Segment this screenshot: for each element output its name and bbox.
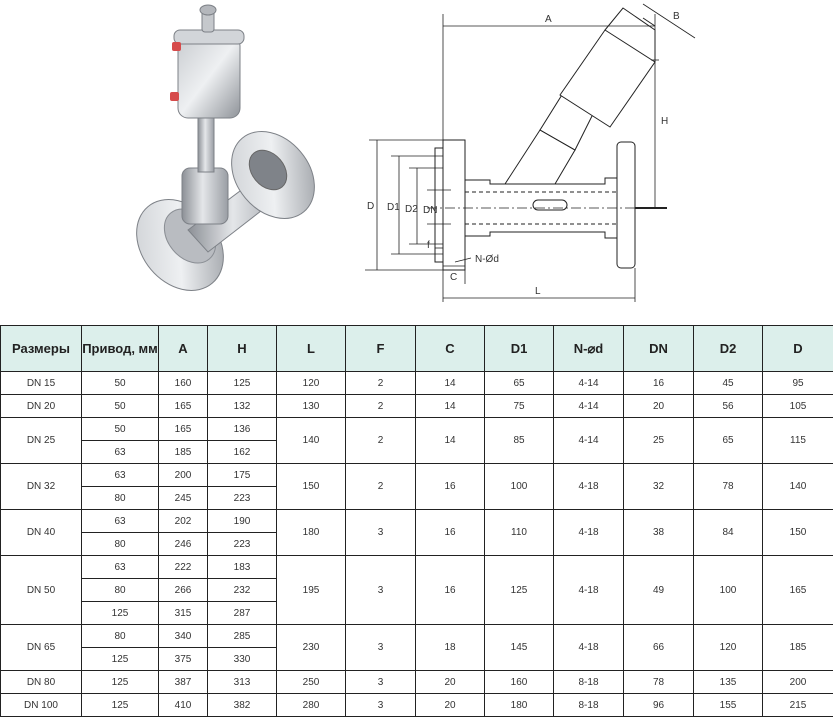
cell-a: 200 [159,464,208,487]
cell-size: DN 100 [1,694,82,717]
cell-size: DN 20 [1,395,82,418]
cell-a: 202 [159,510,208,533]
table-header-row [1,326,833,372]
cell-drive: 63 [82,556,159,579]
cell-d2: 120 [694,625,763,671]
cell-dn: 20 [624,395,694,418]
header-c: C [416,326,485,372]
cell-dn: 25 [624,418,694,464]
cell-drive: 50 [82,372,159,395]
cell-f: 3 [346,510,416,556]
cell-a: 410 [159,694,208,717]
cell-drive: 125 [82,648,159,671]
dimension-drawing [355,0,715,312]
header-a: A [159,326,208,372]
cell-d1: 110 [485,510,554,556]
cell-c: 14 [416,372,485,395]
cell-a: 375 [159,648,208,671]
cell-h: 162 [208,441,277,464]
cell-d: 140 [763,464,833,510]
cell-drive: 63 [82,441,159,464]
cell-drive: 125 [82,694,159,717]
cell-a: 165 [159,418,208,441]
cell-nd: 8-18 [554,671,624,694]
cell-dn: 49 [624,556,694,625]
cell-a: 185 [159,441,208,464]
cell-drive: 80 [82,533,159,556]
cell-size: DN 15 [1,372,82,395]
cell-size: DN 50 [1,556,82,625]
cell-d1: 160 [485,671,554,694]
cell-l: 140 [277,418,346,464]
cell-size: DN 65 [1,625,82,671]
cell-l: 150 [277,464,346,510]
cell-l: 280 [277,694,346,717]
cell-f: 2 [346,464,416,510]
cell-l: 250 [277,671,346,694]
cell-drive: 80 [82,487,159,510]
cell-c: 20 [416,694,485,717]
table-row [1,510,833,533]
header-d: D [763,326,833,372]
cell-a: 245 [159,487,208,510]
cell-d2: 45 [694,372,763,395]
label-d1: D1 [387,202,400,213]
cell-dn: 32 [624,464,694,510]
table-row [1,556,833,579]
cell-h: 132 [208,395,277,418]
cell-drive: 50 [82,418,159,441]
cell-a: 165 [159,395,208,418]
cell-d2: 56 [694,395,763,418]
cell-f: 3 [346,556,416,625]
cell-d1: 85 [485,418,554,464]
table-row [1,372,833,395]
cell-drive: 125 [82,671,159,694]
cell-h: 175 [208,464,277,487]
cell-h: 223 [208,487,277,510]
cell-nd: 4-18 [554,464,624,510]
table-row [1,694,833,717]
table-row [1,418,833,441]
cell-f: 2 [346,372,416,395]
label-n-d: N-Ød [475,254,499,265]
cell-l: 230 [277,625,346,671]
cell-h: 190 [208,510,277,533]
cell-f: 3 [346,625,416,671]
cell-nd: 4-18 [554,510,624,556]
cell-d2: 78 [694,464,763,510]
label-d: D [367,201,375,212]
cell-d2: 84 [694,510,763,556]
cell-h: 382 [208,694,277,717]
header-dn: DN [624,326,694,372]
cell-d2: 135 [694,671,763,694]
header-n-d: N-⌀d [554,326,624,372]
cell-l: 120 [277,372,346,395]
valve-photo [118,0,336,312]
label-a: A [545,14,552,25]
cell-a: 246 [159,533,208,556]
header-drive: Привод, мм [82,326,159,372]
header-f: F [346,326,416,372]
label-c: C [450,272,458,283]
cell-size: DN 40 [1,510,82,556]
cell-d: 200 [763,671,833,694]
label-d2: D2 [405,204,418,215]
cell-size: DN 32 [1,464,82,510]
cell-h: 125 [208,372,277,395]
cell-c: 20 [416,671,485,694]
cell-l: 130 [277,395,346,418]
cell-drive: 63 [82,464,159,487]
cell-drive: 80 [82,579,159,602]
cell-d1: 65 [485,372,554,395]
cell-drive: 63 [82,510,159,533]
cell-f: 2 [346,395,416,418]
cell-d1: 180 [485,694,554,717]
cell-dn: 66 [624,625,694,671]
cell-d2: 100 [694,556,763,625]
cell-nd: 4-18 [554,556,624,625]
label-b: B [673,11,680,22]
cell-h: 136 [208,418,277,441]
cell-d1: 145 [485,625,554,671]
cell-a: 315 [159,602,208,625]
cell-h: 232 [208,579,277,602]
dimensions-table [0,325,833,717]
cell-l: 195 [277,556,346,625]
cell-d: 185 [763,625,833,671]
header-h: H [208,326,277,372]
cell-size: DN 80 [1,671,82,694]
cell-d1: 100 [485,464,554,510]
cell-f: 2 [346,418,416,464]
label-dn: DN [423,205,438,216]
cell-nd: 4-14 [554,372,624,395]
table-row [1,464,833,487]
cell-d1: 75 [485,395,554,418]
cell-h: 183 [208,556,277,579]
cell-h: 285 [208,625,277,648]
cell-c: 18 [416,625,485,671]
cell-f: 3 [346,671,416,694]
cell-nd: 4-18 [554,625,624,671]
cell-nd: 4-14 [554,418,624,464]
cell-f: 3 [346,694,416,717]
cell-c: 14 [416,395,485,418]
cell-dn: 38 [624,510,694,556]
cell-h: 330 [208,648,277,671]
cell-h: 313 [208,671,277,694]
cell-drive: 50 [82,395,159,418]
cell-d: 165 [763,556,833,625]
cell-drive: 125 [82,602,159,625]
cell-d: 150 [763,510,833,556]
cell-c: 16 [416,556,485,625]
cell-h: 223 [208,533,277,556]
cell-d: 95 [763,372,833,395]
cell-dn: 78 [624,671,694,694]
cell-a: 340 [159,625,208,648]
cell-nd: 4-14 [554,395,624,418]
cell-c: 16 [416,510,485,556]
header-d2: D2 [694,326,763,372]
label-f: f [427,240,430,251]
header-sizes: Размеры [1,326,82,372]
cell-h: 287 [208,602,277,625]
cell-dn: 16 [624,372,694,395]
cell-dn: 96 [624,694,694,717]
cell-c: 14 [416,418,485,464]
cell-d1: 125 [485,556,554,625]
cell-d: 215 [763,694,833,717]
cell-d2: 155 [694,694,763,717]
cell-a: 160 [159,372,208,395]
label-h: H [661,116,669,127]
cell-a: 222 [159,556,208,579]
cell-drive: 80 [82,625,159,648]
header-l: L [277,326,346,372]
cell-d2: 65 [694,418,763,464]
label-l: L [535,286,541,297]
cell-d: 115 [763,418,833,464]
cell-size: DN 25 [1,418,82,464]
table-row [1,395,833,418]
cell-a: 266 [159,579,208,602]
cell-nd: 8-18 [554,694,624,717]
header-d1: D1 [485,326,554,372]
table-row [1,671,833,694]
cell-c: 16 [416,464,485,510]
cell-d: 105 [763,395,833,418]
cell-a: 387 [159,671,208,694]
cell-l: 180 [277,510,346,556]
table-row [1,625,833,648]
